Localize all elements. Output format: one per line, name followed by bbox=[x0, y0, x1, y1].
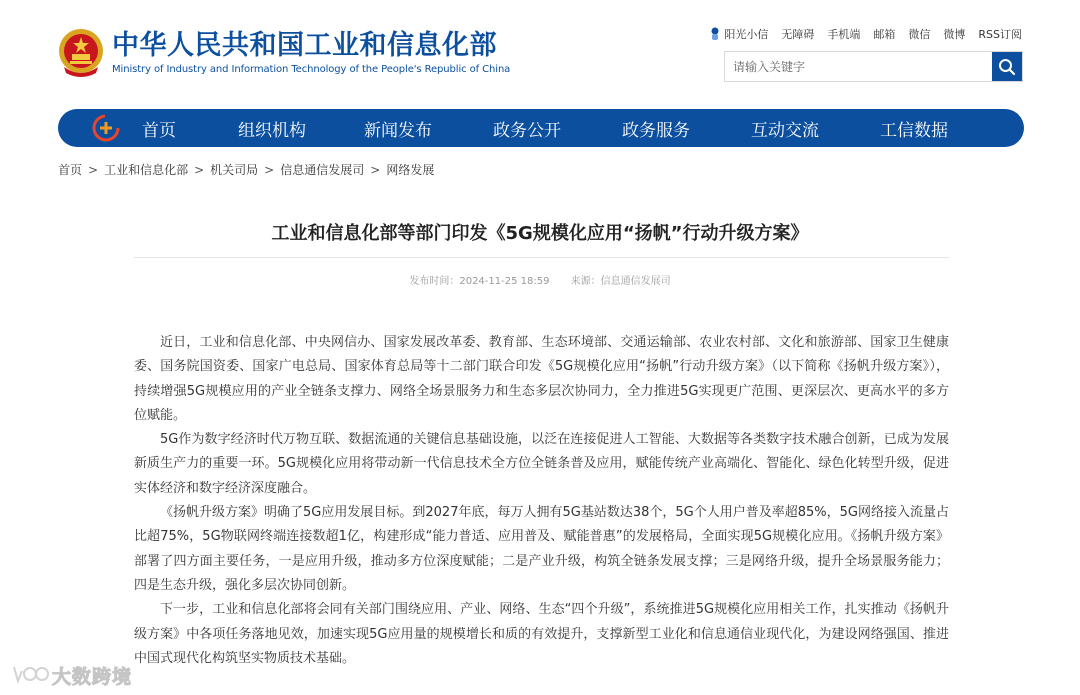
article-source: 来源：信息通信发展司 bbox=[570, 276, 671, 287]
site-logo[interactable] bbox=[58, 27, 510, 77]
article-paragraph: 下一步，工业和信息化部将会同有关部门围绕应用、产业、网络、生态“四个升级”，系统推进5G规模化应用相关工作，扎实推动《扬帆升级方案》中各项任务落地见效，加速实现5G应用量的规模增长和质的有效提升，支撑新型工业化和信息通信业现代化，为建设网络强国、推进中国式现代化构筑坚实物质技术基础。 bbox=[134, 602, 949, 666]
breadcrumb-separator: > bbox=[264, 162, 275, 177]
ministry-logo-icon[interactable] bbox=[92, 114, 120, 142]
top-link-weibo[interactable]: 微博 bbox=[943, 28, 966, 41]
breadcrumb-departments[interactable]: 机关司局 bbox=[210, 163, 259, 177]
top-link-label: 阳光小信 bbox=[724, 28, 769, 41]
nav-item-home[interactable]: 首页 bbox=[142, 120, 176, 141]
article-paragraph: 《扬帆升级方案》明确了5G应用发展目标。到2027年底，每万人拥有5G基站数达38个，5G个人用户普及率超85%，5G网络接入流量占比超75%，5G物联网终端连接数超1亿，构建形成“能力普适、应用普及、赋能普惠”的发展格局，全面实现5G规模化应用。《扬帆升级方案》部署了四方面主要任务，一是应用升级，推动多方位深度赋能；二是产业升级，构筑全链条发展支撑；三是网络升级，提升全场景服务能力；四是生态升级，强化多层次协同创新。 bbox=[134, 505, 949, 593]
search-icon bbox=[998, 58, 1016, 76]
article-title: 工业和信息化部等部门印发《5G规模化应用“扬帆”行动升级方案》 bbox=[271, 223, 809, 244]
main-nav bbox=[58, 109, 1024, 147]
top-link-email[interactable]: 邮箱 bbox=[873, 28, 896, 41]
search-input[interactable] bbox=[725, 52, 992, 81]
watermark-logo-icon bbox=[8, 661, 52, 689]
breadcrumb-separator: > bbox=[194, 162, 205, 177]
national-emblem-icon bbox=[58, 27, 104, 77]
breadcrumb-network-dev[interactable]: 网络发展 bbox=[386, 163, 435, 177]
site-header bbox=[0, 0, 1080, 100]
title-divider bbox=[134, 257, 949, 258]
article-body bbox=[134, 331, 949, 671]
logo-title-en: Ministry of Industry and Information Technology of the People's Republic of China bbox=[112, 63, 511, 75]
logo-title-cn: 中华人民共和国工业和信息化部 bbox=[112, 29, 497, 61]
nav-item-news[interactable]: 新闻发布 bbox=[364, 120, 432, 141]
top-link-sunshine[interactable] bbox=[709, 26, 768, 42]
article-meta bbox=[0, 272, 1080, 287]
watermark bbox=[8, 661, 132, 689]
breadcrumb-separator: > bbox=[88, 162, 99, 177]
watermark-text: 大数跨境 bbox=[52, 665, 133, 688]
breadcrumb-home[interactable]: 首页 bbox=[58, 163, 83, 177]
top-link-mobile[interactable]: 手机端 bbox=[827, 28, 861, 41]
breadcrumb-separator: > bbox=[370, 162, 381, 177]
breadcrumb-ict-dept[interactable]: 信息通信发展司 bbox=[280, 163, 365, 177]
nav-item-government-affairs[interactable]: 政务公开 bbox=[493, 120, 561, 141]
top-links bbox=[709, 26, 1022, 42]
article-paragraph: 5G作为数字经济时代万物互联、数据流通的关键信息基础设施，以泛在连接促进人工智能、大数据等各类数字技术融合创新，已成为发展新质生产力的重要一环。5G规模化应用将带动新一代信息技术全方位全链条普及应用，赋能传统产业高端化、智能化、绿色化转型升级，促进实体经济和数字经济深度融合。 bbox=[134, 432, 949, 496]
publish-time: 发布时间：2024-11-25 18:59 bbox=[409, 276, 550, 287]
search-box bbox=[724, 51, 1023, 82]
breadcrumb-ministry[interactable]: 工业和信息化部 bbox=[104, 163, 189, 177]
sunshine-mascot-icon bbox=[709, 27, 721, 41]
nav-item-organization[interactable]: 组织机构 bbox=[238, 120, 306, 141]
top-link-wechat[interactable]: 微信 bbox=[908, 28, 931, 41]
article-paragraph: 近日，工业和信息化部、中央网信办、国家发展改革委、教育部、生态环境部、交通运输部、农业农村部、文化和旅游部、国家卫生健康委、国务院国资委、国家广电总局、国家体育总局等十二部门联合印发《5G规模化应用“扬帆”行动升级方案》（以下简称《扬帆升级方案》），持续增强5G规模应用的产业全链条支撑力、网络全场景服务力和生态多层次协同力，全力推进5G实现更广范围、更深层次、更高水平的多方位赋能。 bbox=[134, 335, 949, 423]
breadcrumb bbox=[58, 161, 434, 178]
nav-item-services[interactable]: 政务服务 bbox=[622, 120, 690, 141]
search-button[interactable] bbox=[992, 52, 1022, 81]
nav-item-interaction[interactable]: 互动交流 bbox=[751, 120, 819, 141]
top-link-rss[interactable]: RSS订阅 bbox=[978, 28, 1022, 41]
top-link-accessibility[interactable]: 无障碍 bbox=[781, 28, 815, 41]
nav-item-data[interactable]: 工信数据 bbox=[880, 120, 948, 141]
